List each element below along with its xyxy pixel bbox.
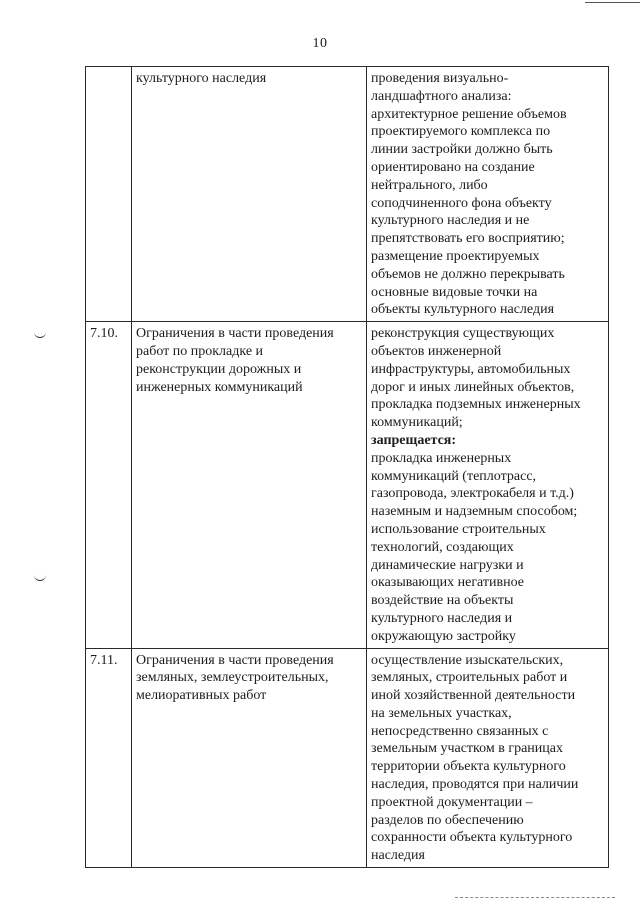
- requirements-line: газопровода, электрокабеля и т.д.): [371, 486, 574, 502]
- requirements-line: коммуникаций;: [371, 415, 463, 431]
- requirements-cell: [367, 322, 609, 648]
- requirements-line: культурного наследия и не: [371, 213, 530, 229]
- requirements-line: объекты культурного наследия: [371, 302, 555, 318]
- requirements-line: реконструкция существующих: [371, 326, 555, 342]
- requirements-line: культурного наследия и: [371, 610, 513, 626]
- scan-edge-marks: [455, 897, 615, 898]
- requirements-line: нейтрального, либо: [371, 177, 488, 193]
- scan-edge-rule: [585, 2, 640, 3]
- requirements-line: проведения визуально-: [371, 71, 509, 86]
- requirements-line: коммуникаций (теплотрасс,: [371, 468, 537, 484]
- requirements-line: соподчиненного фона объекту: [371, 195, 552, 211]
- requirements-line: ориентировано на создание: [371, 159, 535, 175]
- table-row: [86, 67, 609, 322]
- requirements-line: иной хозяйственной деятельности: [371, 688, 576, 704]
- restriction-name-cell: [132, 67, 367, 322]
- binding-punch-mark: [34, 330, 46, 338]
- restriction-name-cell: [132, 322, 367, 648]
- requirements-line: прокладка подземных инженерных: [371, 397, 581, 413]
- row-number-cell: [86, 67, 132, 322]
- prohibited-label: запрещается:: [371, 432, 457, 448]
- requirements-line: использование строительных: [371, 521, 546, 537]
- requirements-cell: [367, 648, 609, 868]
- requirements-line: воздействие на объекты: [371, 593, 514, 609]
- requirements-line: ландшафтного анализа:: [371, 88, 512, 104]
- requirements-line: наследия: [371, 848, 425, 864]
- table-row: [86, 322, 609, 648]
- row-number-cell: 7.11.: [86, 648, 132, 868]
- requirements-line: дорог и иных линейных объектов,: [371, 379, 575, 395]
- requirements-line: основные видовые точки на: [371, 284, 538, 300]
- requirements-line: осуществление изыскательских,: [371, 652, 564, 668]
- requirements-line: сохранности объекта культурного: [371, 830, 573, 846]
- requirements-line: территории объекта культурного: [371, 759, 566, 775]
- restriction-name-line: Ограничения в части проведения: [136, 326, 334, 342]
- requirements-line: препятствовать его восприятию;: [371, 231, 565, 247]
- requirements-line: непосредственно связанных с: [371, 723, 549, 739]
- requirements-line: прокладка инженерных: [371, 450, 512, 466]
- requirements-line: архитектурное решение объемов: [371, 106, 567, 122]
- restriction-name-line: инженерных коммуникаций: [136, 379, 303, 395]
- requirements-line: оказывающих негативное: [371, 575, 525, 591]
- requirements-line: линии застройки должно быть: [371, 142, 553, 158]
- requirements-line: на земельных участках,: [371, 705, 512, 721]
- row-number-cell: 7.10.: [86, 322, 132, 648]
- restriction-name-line: земляных, землеустроительных,: [136, 670, 329, 686]
- requirements-line: наземным и надземным способом;: [371, 504, 578, 520]
- restriction-name-line: культурного наследия: [136, 71, 267, 86]
- restriction-name-cell: [132, 648, 367, 868]
- requirements-line: окружающую застройку: [371, 628, 516, 644]
- requirements-line: земляных, строительных работ и: [371, 670, 568, 686]
- requirements-cell: [367, 67, 609, 322]
- requirements-line: разделов по обеспечению: [371, 812, 524, 828]
- requirements-line: технологий, создающих: [371, 539, 514, 555]
- requirements-line: динамические нагрузки и: [371, 557, 524, 573]
- restriction-name-line: Ограничения в части проведения: [136, 652, 334, 668]
- requirements-line: проектной документации –: [371, 794, 533, 810]
- restriction-name-line: работ по прокладке и: [136, 343, 264, 359]
- requirements-line: объемов не должно перекрывать: [371, 266, 565, 282]
- requirements-line: проектируемого комплекса по: [371, 124, 551, 140]
- requirements-line: наследия, проводятся при наличии: [371, 777, 579, 793]
- table-row: [86, 648, 609, 868]
- requirements-line: размещение проектируемых: [371, 248, 540, 264]
- requirements-line: земельным участком в границах: [371, 741, 563, 757]
- restriction-name-line: мелиоративных работ: [136, 688, 267, 704]
- requirements-line: объектов инженерной: [371, 343, 502, 359]
- binding-punch-mark: [34, 573, 46, 581]
- regulations-table: [85, 66, 609, 868]
- page-number: 10: [312, 36, 328, 51]
- requirements-line: инфраструктуры, автомобильных: [371, 361, 571, 377]
- restriction-name-line: реконструкции дорожных и: [136, 361, 302, 377]
